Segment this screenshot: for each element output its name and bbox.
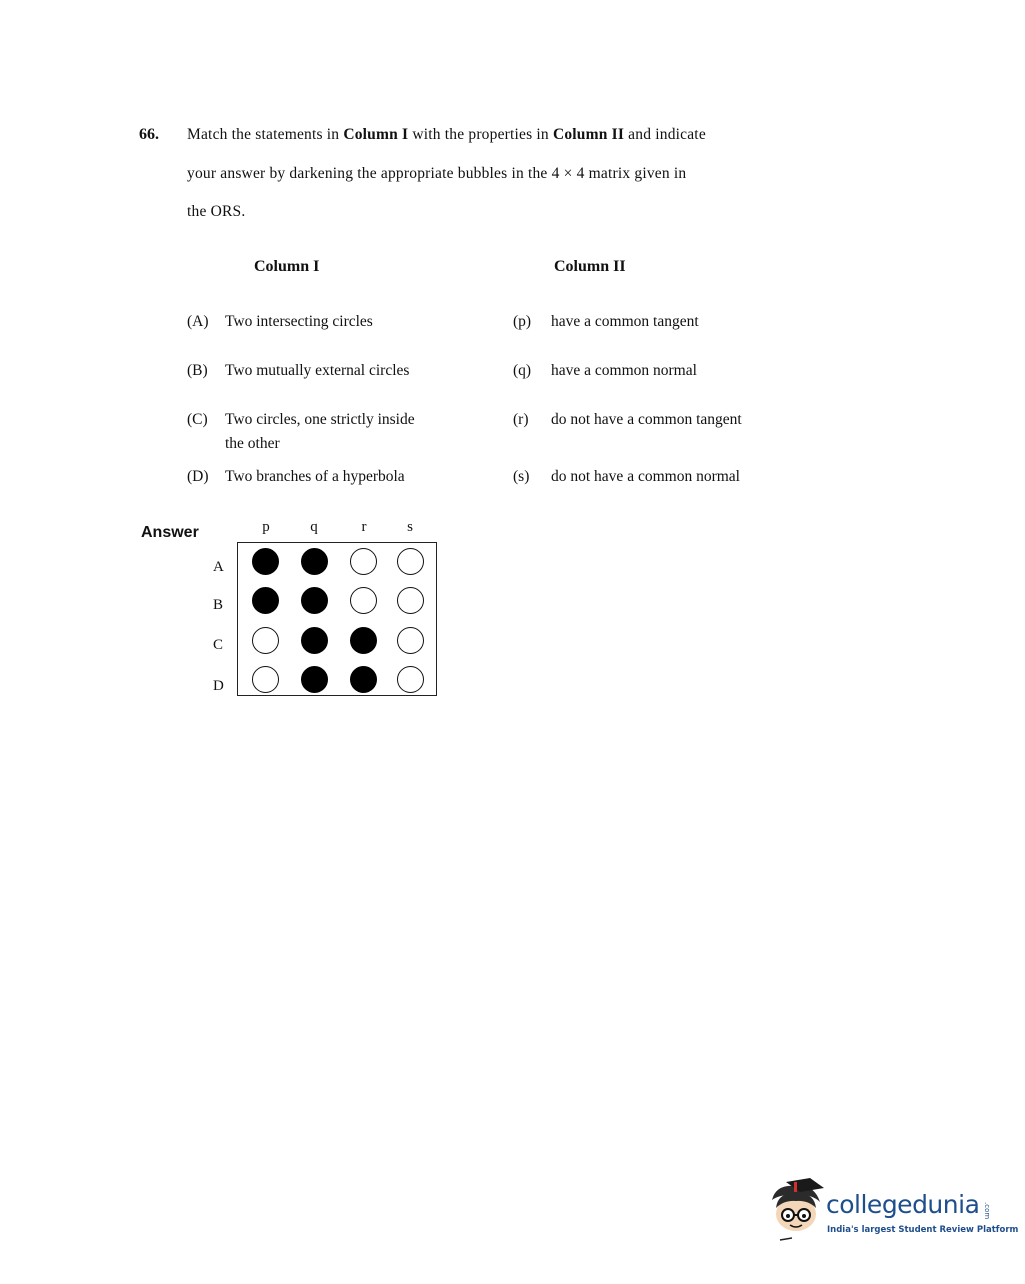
question-text: and indicate — [624, 126, 706, 143]
item-text: Two circles, one strictly inside — [225, 411, 415, 428]
matrix-column-r: r — [361, 519, 367, 535]
column-2-item-q — [513, 362, 697, 380]
question-text: Match the statements in — [187, 126, 344, 143]
column-2-item-s — [513, 468, 740, 486]
column-1-item-c-continued: the other — [225, 435, 280, 452]
column-2-heading: Column II — [554, 258, 626, 275]
item-text: Two mutually external circles — [225, 362, 410, 379]
item-label: (A) — [187, 313, 209, 330]
item-label: (C) — [187, 411, 208, 428]
matrix-row-c: C — [213, 637, 224, 653]
column-1-ref: Column I — [343, 126, 409, 143]
bubble-a-s-empty — [397, 548, 424, 575]
item-text: do not have a common normal — [551, 468, 740, 485]
logo-domain: .com — [983, 1202, 991, 1220]
question-number: 66. — [139, 126, 159, 143]
logo-brand-name: collegedunia — [826, 1190, 980, 1219]
column-2-item-r — [513, 411, 742, 429]
question-line-1 — [187, 126, 706, 144]
bubble-d-s-empty — [397, 666, 424, 693]
bubble-d-r-filled — [350, 666, 377, 693]
column-1-heading: Column I — [254, 258, 320, 275]
bubble-c-p-empty — [252, 627, 279, 654]
bubble-b-r-empty — [350, 587, 377, 614]
column-1-item-b — [187, 362, 409, 380]
bubble-c-q-filled — [301, 627, 328, 654]
bubble-c-s-empty — [397, 627, 424, 654]
item-label: (p) — [513, 313, 532, 330]
logo-tagline: India's largest Student Review Platform — [827, 1225, 1019, 1235]
column-1-item-a — [187, 313, 373, 331]
answer-label: Answer — [141, 524, 199, 541]
matrix-row-a: A — [213, 559, 224, 575]
item-label: (B) — [187, 362, 208, 379]
item-text: Two branches of a hyperbola — [225, 468, 405, 485]
bubble-a-q-filled — [301, 548, 328, 575]
bubble-d-q-filled — [301, 666, 328, 693]
bubble-c-r-filled — [350, 627, 377, 654]
bubble-a-r-empty — [350, 548, 377, 575]
item-text: have a common normal — [551, 362, 697, 379]
item-label: (s) — [513, 468, 530, 485]
bubble-b-p-filled — [252, 587, 279, 614]
matrix-row-d: D — [213, 678, 224, 694]
bubble-b-q-filled — [301, 587, 328, 614]
item-label: (q) — [513, 362, 532, 379]
column-1-item-d — [187, 468, 405, 486]
item-text: do not have a common tangent — [551, 411, 742, 428]
item-text: have a common tangent — [551, 313, 699, 330]
bubble-d-p-empty — [252, 666, 279, 693]
question-line-3: the ORS. — [187, 203, 246, 220]
matrix-row-b: B — [213, 597, 224, 613]
question-text: with the properties in — [408, 126, 553, 143]
answer-bubble-grid — [237, 542, 437, 696]
column-1-item-c — [187, 411, 415, 429]
item-text: Two intersecting circles — [225, 313, 373, 330]
matrix-column-p: p — [262, 519, 270, 535]
matrix-column-s: s — [407, 519, 413, 535]
question-line-2: your answer by darkening the appropriate bubbles in the 4 × 4 matrix given in — [187, 165, 687, 182]
column-2-ref: Column II — [552, 126, 625, 143]
bubble-b-s-empty — [397, 587, 424, 614]
bubble-a-p-filled — [252, 548, 279, 575]
matrix-column-q: q — [310, 519, 318, 535]
column-2-item-p — [513, 313, 699, 331]
item-label: (r) — [513, 411, 529, 428]
item-label: (D) — [187, 468, 209, 485]
